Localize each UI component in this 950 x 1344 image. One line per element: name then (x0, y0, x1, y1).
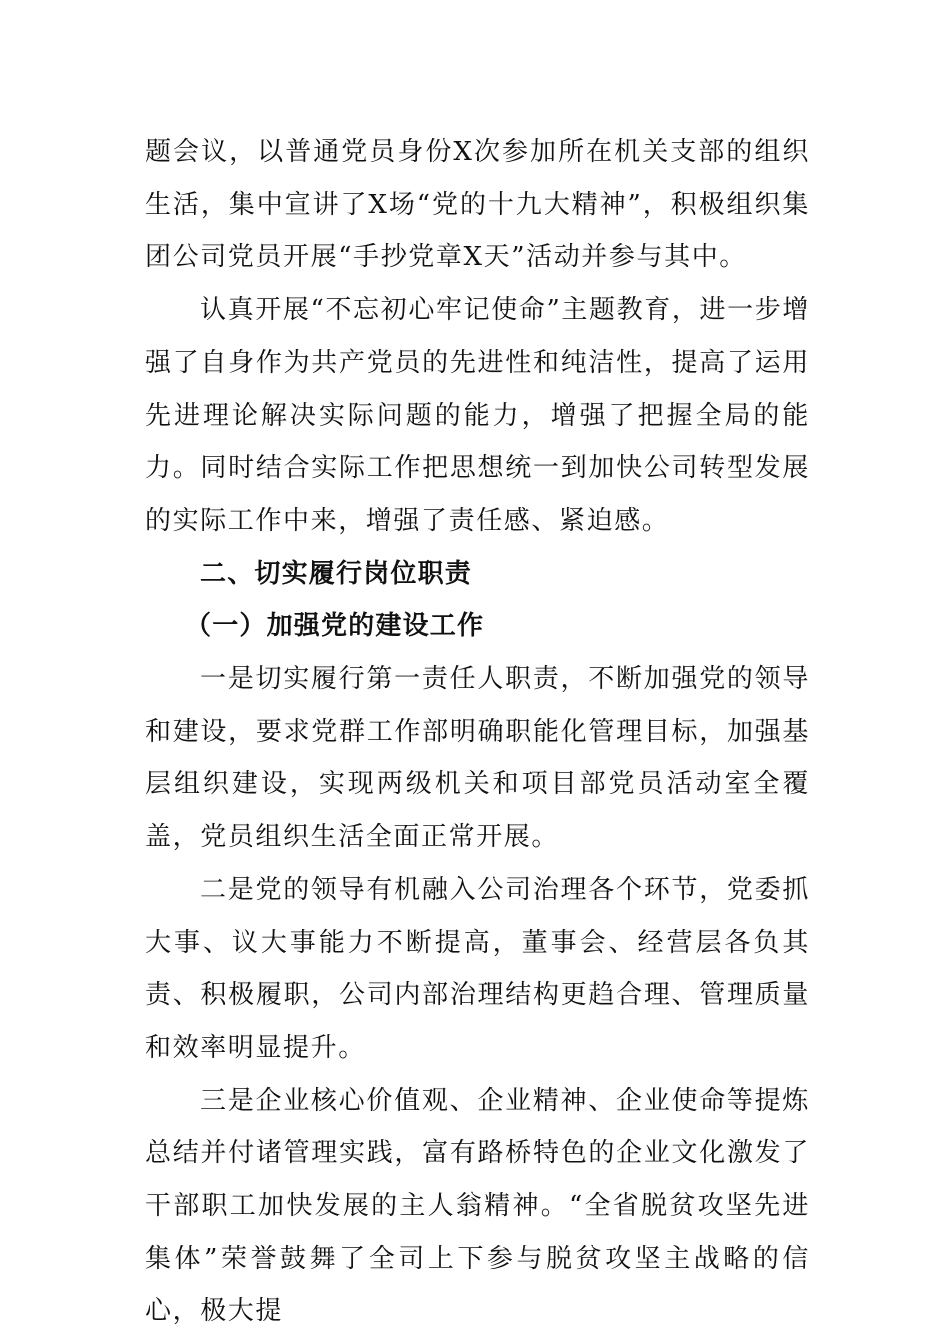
paragraph-point-three: 三是企业核心价值观、企业精神、企业使命等提炼总结并付诸管理实践，富有路桥特色的企业文化激发了干部职工加快发展的主人翁精神。“全省脱贫攻坚先进集体”荣誉鼓舞了全司上下参与脱贫攻坚主战略的信心，极大提 (145, 1085, 810, 1327)
section-heading: 二、切实履行岗位职责 (200, 558, 473, 589)
paragraph-continuation: 题会议，以普通党员身份X次参加所在机关支部的组织生活，集中宣讲了X场“党的十九大精神”，积极组织集团公司党员开展“手抄党章X天”活动并参与其中。 (145, 137, 810, 273)
document-body (145, 126, 810, 1338)
paragraph-point-two: 二是党的领导有机融入公司治理各个环节，党委抓大事、议大事能力不断提高，董事会、经营层各负其责、积极履职，公司内部治理结构更趋合理、管理质量和效率明显提升。 (145, 874, 810, 1063)
paragraph-point-one: 一是切实履行第一责任人职责，不断加强党的领导和建设，要求党群工作部明确职能化管理目标，加强基层组织建设，实现两级机关和项目部党员活动室全覆盖，党员组织生活全面正常开展。 (145, 664, 810, 853)
paragraph-theme-education: 认真开展“不忘初心牢记使命”主题教育，进一步增强了自身作为共产党员的先进性和纯洁性，提高了运用先进理论解决实际问题的能力，增强了把握全局的能力。同时结合实际工作把思想统一到加快公司转型发展的实际工作中来，增强了责任感、紧迫感。 (145, 295, 810, 536)
subsection-heading: （一）加强党的建设工作 (185, 611, 485, 642)
